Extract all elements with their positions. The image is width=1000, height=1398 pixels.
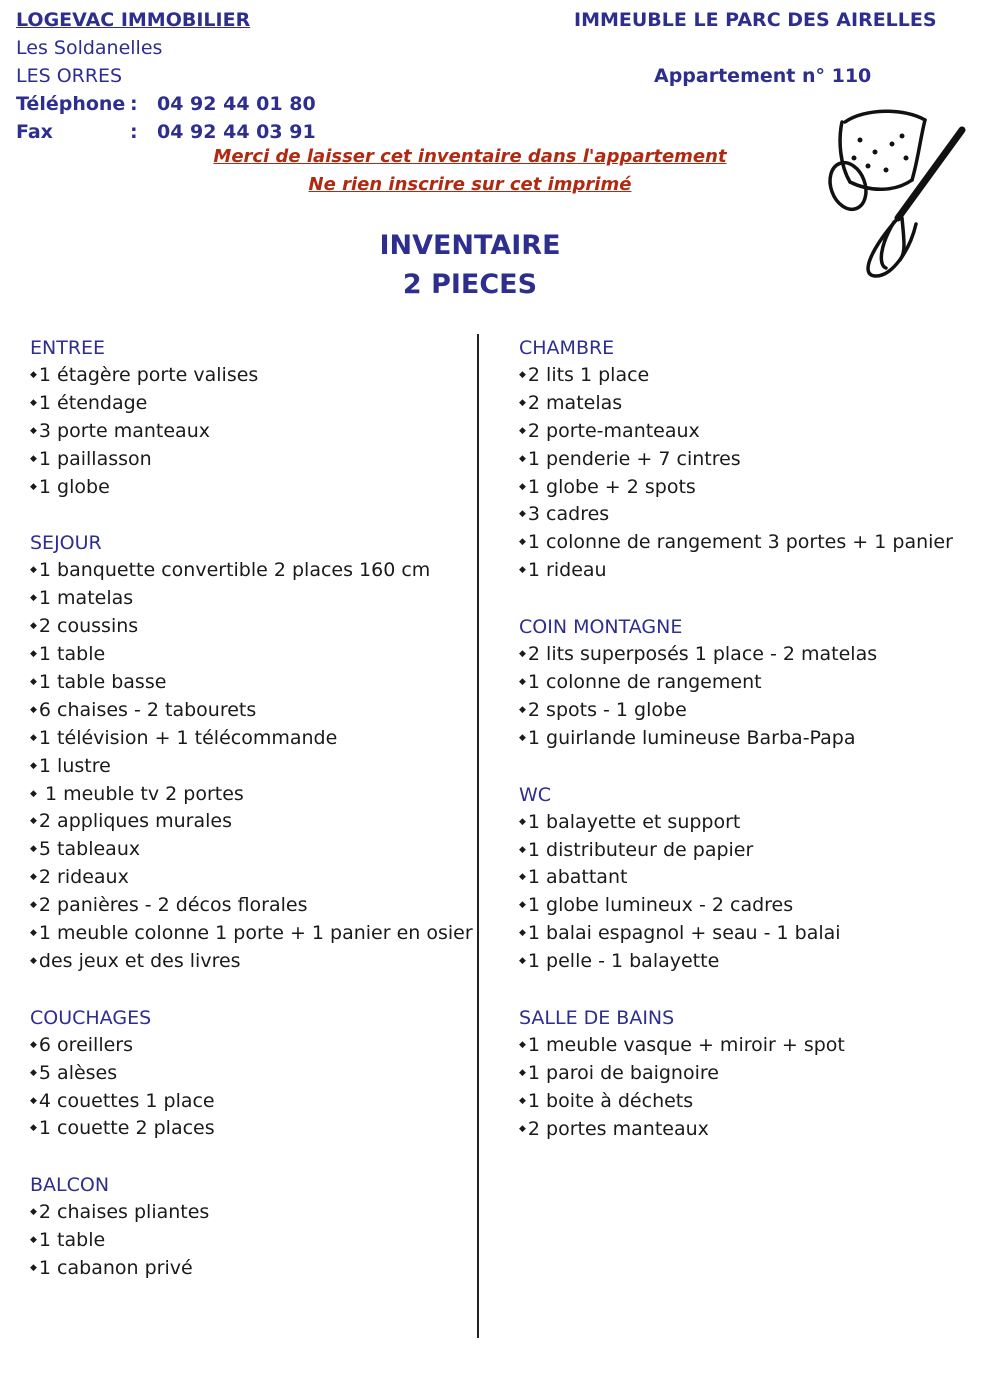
inventory-item: ◆ 1 meuble vasque + miroir + spot	[519, 1032, 953, 1060]
inventory-item: ◆ 2 chaises pliantes	[30, 1199, 473, 1227]
inventory-item: ◆ 3 porte manteaux	[30, 418, 473, 446]
section-title: CHAMBRE	[519, 337, 615, 359]
inventory-item: ◆ 1 colonne de rangement	[519, 669, 953, 697]
fax-number: 04 92 44 03 91	[157, 121, 316, 143]
section-title: COUCHAGES	[30, 1006, 152, 1029]
inventory-item: ◆ 5 alèses	[30, 1060, 473, 1088]
section-title: SEJOUR	[30, 532, 102, 555]
inventory-item: ◆ 1 paroi de baignoire	[519, 1060, 953, 1088]
inventory-item: ◆ 2 rideaux	[30, 864, 473, 892]
section-salle-de-bains	[519, 1004, 953, 1144]
inventory-item: ◆ 1 abattant	[519, 864, 953, 892]
inventory-item: ◆ 3 cadres	[519, 501, 953, 529]
apartment-number: Appartement n° 110	[654, 65, 872, 87]
fax-label: Fax	[16, 121, 53, 143]
section-entree	[30, 334, 473, 501]
title-line-1: INVENTAIRE	[379, 230, 561, 261]
inventory-item: ◆ 1 balayette et support	[519, 809, 953, 837]
inventory-item: ◆ 1 globe + 2 spots	[519, 474, 953, 502]
section-wc	[519, 781, 953, 976]
inventory-item: ◆ 1 globe	[30, 474, 473, 502]
inventory-item: ◆ 1 balai espagnol + seau - 1 balai	[519, 920, 953, 948]
inventory-item: ◆ 6 oreillers	[30, 1032, 473, 1060]
section-couchages	[30, 1004, 473, 1144]
inventory-item: ◆ 1 lustre	[30, 753, 473, 781]
inventory-item: ◆ 1 colonne de rangement 3 portes + 1 panier	[519, 529, 953, 557]
inventory-item: ◆ 2 spots - 1 globe	[519, 697, 953, 725]
title-line-2: 2 PIECES	[402, 269, 538, 300]
inventory-item: ◆ 1 pelle - 1 balayette	[519, 948, 953, 976]
inventory-item: ◆ 1 étendage	[30, 390, 473, 418]
inventory-item: ◆ 1 couette 2 places	[30, 1115, 473, 1143]
left-column	[30, 334, 473, 1311]
inventory-item: ◆ 1 étagère porte valises	[30, 362, 473, 390]
inventory-item: ◆ 1 cabanon privé	[30, 1255, 473, 1283]
section-title: SALLE DE BAINS	[519, 1007, 675, 1030]
section-balcon	[30, 1171, 473, 1283]
section-title: BALCON	[30, 1174, 110, 1197]
inventory-item: ◆ 5 tableaux	[30, 836, 473, 864]
phone-label: Téléphone	[16, 93, 126, 115]
column-divider	[477, 334, 479, 1338]
right-column	[519, 334, 953, 1172]
inventory-item: ◆ 2 lits 1 place	[519, 362, 953, 390]
inventory-item: ◆ 1 table	[30, 641, 473, 669]
inventory-item: ◆ 1 globe lumineux - 2 cadres	[519, 892, 953, 920]
inventory-item: ◆ 2 coussins	[30, 613, 473, 641]
phone-number: 04 92 44 01 80	[157, 93, 316, 115]
inventory-item: ◆ 2 matelas	[519, 390, 953, 418]
inventory-item: ◆ 1 table basse	[30, 669, 473, 697]
inventory-item: ◆ 2 lits superposés 1 place - 2 matelas	[519, 641, 953, 669]
inventory-item: ◆ 1 penderie + 7 cintres	[519, 446, 953, 474]
phone-separator: :	[130, 93, 138, 115]
inventory-item: ◆ 2 appliques murales	[30, 808, 473, 836]
inventory-item: ◆ 1 meuble tv 2 portes	[30, 781, 473, 809]
section-sejour	[30, 529, 473, 975]
section-chambre	[519, 334, 953, 585]
address-line-1: Les Soldanelles	[16, 37, 163, 59]
notice-line-1: Merci de laisser cet inventaire dans l'appartement	[213, 146, 727, 167]
inventory-item: ◆ 4 couettes 1 place	[30, 1088, 473, 1116]
inventory-item: ◆ des jeux et des livres	[30, 948, 473, 976]
fax-separator: :	[130, 121, 138, 143]
inventory-item: ◆ 1 télévision + 1 télécommande	[30, 725, 473, 753]
inventory-item: ◆ 1 boite à déchets	[519, 1088, 953, 1116]
inventory-item: ◆ 1 rideau	[519, 557, 953, 585]
inventory-item: ◆ 1 matelas	[30, 585, 473, 613]
company-name: LOGEVAC IMMOBILIER	[16, 9, 251, 31]
inventory-item: ◆ 1 banquette convertible 2 places 160 cm	[30, 557, 473, 585]
inventory-item: ◆ 2 porte-manteaux	[519, 418, 953, 446]
inventory-item: ◆ 2 panières - 2 décos florales	[30, 892, 473, 920]
building-name: IMMEUBLE LE PARC DES AIRELLES	[574, 9, 937, 31]
inventory-item: ◆ 1 paillasson	[30, 446, 473, 474]
whisk-and-pot-icon	[820, 100, 970, 280]
section-coin-montagne	[519, 613, 953, 753]
notice-line-2: Ne rien inscrire sur cet imprimé	[308, 174, 632, 195]
inventory-item: ◆ 1 distributeur de papier	[519, 837, 953, 865]
section-title: COIN MONTAGNE	[519, 616, 683, 639]
inventory-item: ◆ 6 chaises - 2 tabourets	[30, 697, 473, 725]
inventory-item: ◆ 1 guirlande lumineuse Barba-Papa	[519, 725, 953, 753]
section-title: WC	[519, 783, 552, 806]
inventory-item: ◆ 1 meuble colonne 1 porte + 1 panier en osier	[30, 920, 473, 948]
address-line-2: LES ORRES	[16, 65, 123, 87]
inventory-item: ◆ 2 portes manteaux	[519, 1116, 953, 1144]
section-title: ENTREE	[30, 337, 106, 359]
inventory-item: ◆ 1 table	[30, 1227, 473, 1255]
